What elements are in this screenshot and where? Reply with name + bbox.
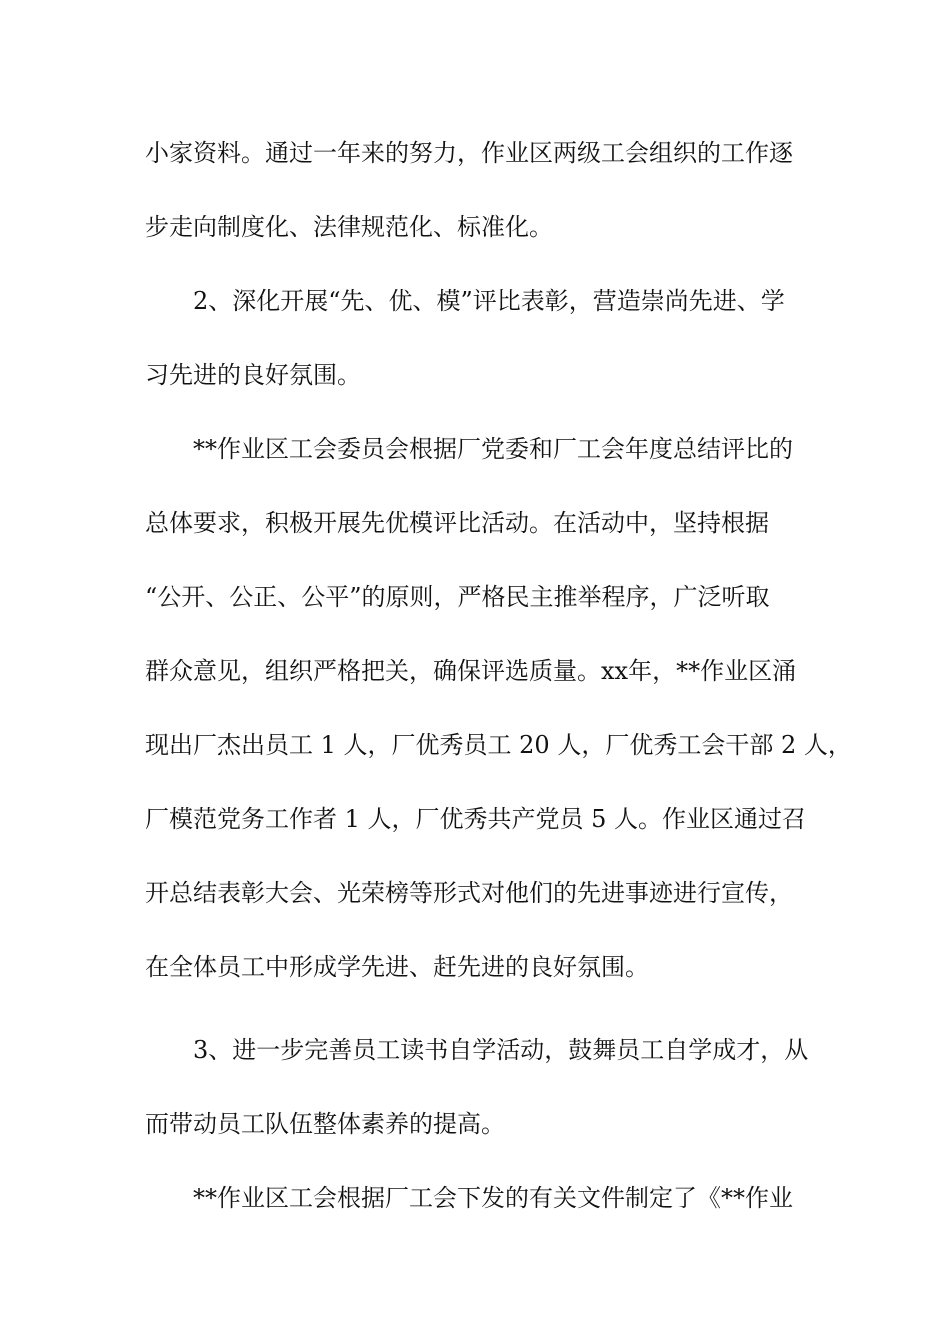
text-line: 在全体员工中形成学先进、赶先进的良好氛围。 [145, 953, 649, 981]
paragraph-start: **作业区工会委员会根据厂党委和厂工会年度总结评比的 [193, 435, 793, 463]
text-line: 习先进的良好氛围。 [145, 361, 361, 389]
paragraph-start: **作业区工会根据厂工会下发的有关文件制定了《**作业 [193, 1184, 793, 1212]
text-line: 开总结表彰大会、光荣榜等形式对他们的先进事迹进行宣传， [145, 879, 793, 907]
text-line: 厂模范党务工作者 1 人，厂优秀共产党员 5 人。作业区通过召 [145, 805, 807, 833]
text-line: 小家资料。通过一年来的努力，作业区两级工会组织的工作逐 [145, 139, 793, 167]
text-line: 总体要求，积极开展先优模评比活动。在活动中，坚持根据 [145, 509, 769, 537]
text-line: 现出厂杰出员工 1 人，厂优秀员工 20 人，厂优秀工会干部 2 人， [145, 731, 852, 759]
text-line: 步走向制度化、法律规范化、标准化。 [145, 213, 553, 241]
text-line: 群众意见，组织严格把关，确保评选质量。xx年，**作业区涌 [145, 657, 797, 685]
text-line: 而带动员工队伍整体素养的提高。 [145, 1110, 505, 1138]
section-heading-2: 2、深化开展“先、优、模”评比表彰，营造崇尚先进、学 [193, 287, 785, 315]
text-line: “公开、公正、公平”的原则，严格民主推举程序，广泛听取 [145, 583, 770, 611]
section-heading-3: 3、进一步完善员工读书自学活动，鼓舞员工自学成才，从 [193, 1036, 809, 1064]
